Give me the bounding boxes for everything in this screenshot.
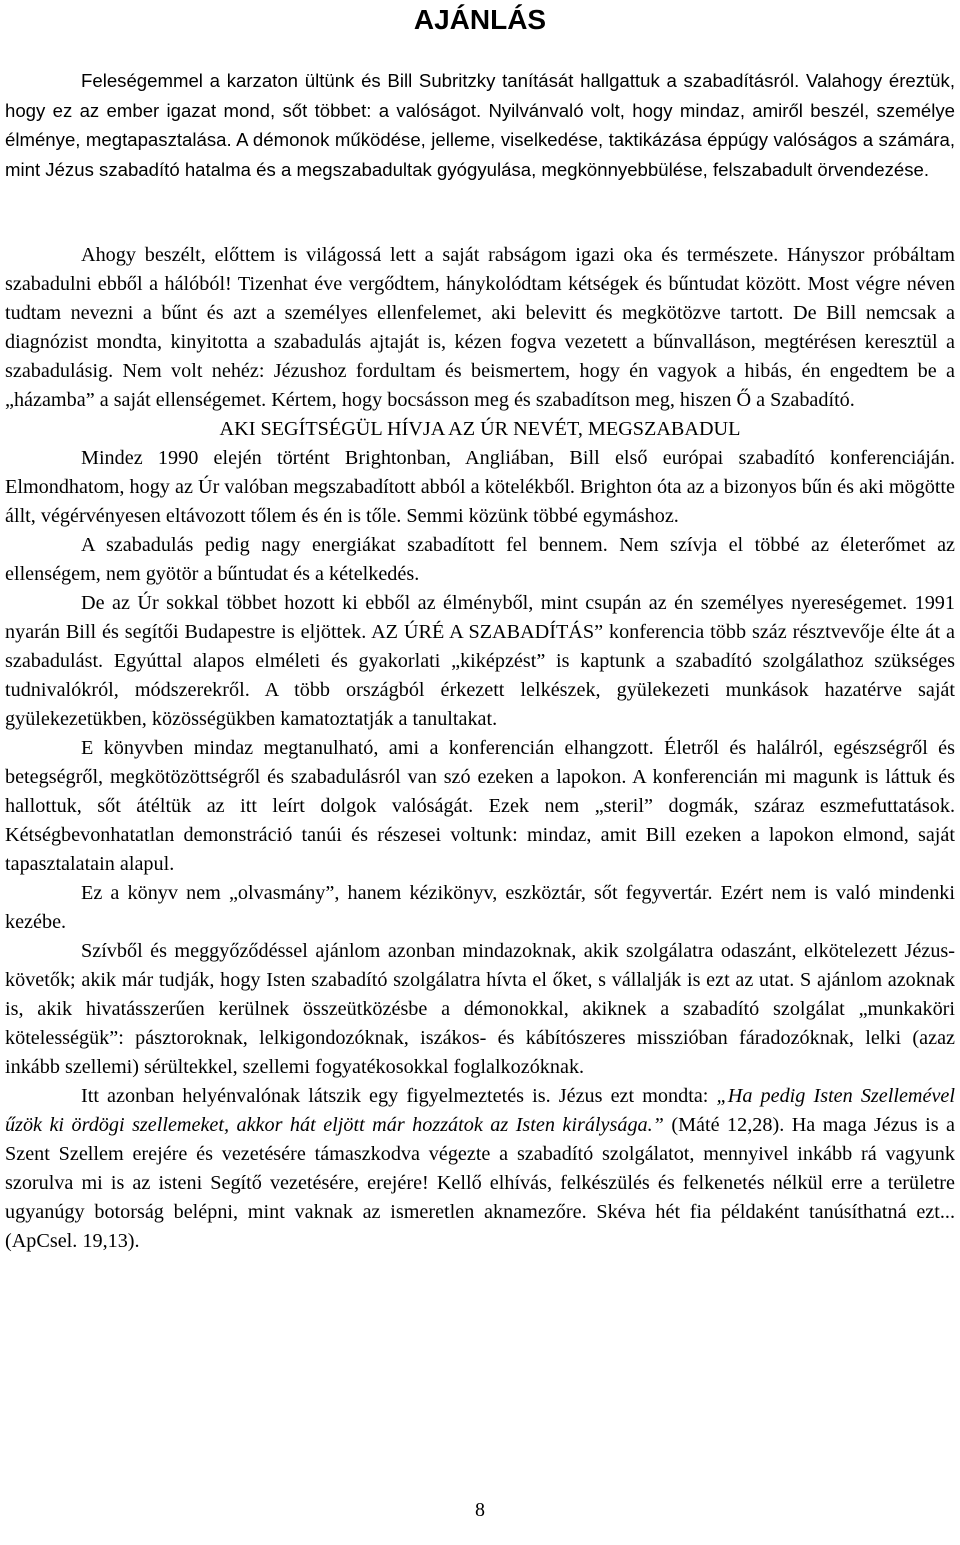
paragraph-4: De az Úr sokkal többet hozott ki ebből az élményből, mint csupán az én személyes nyereségemet. 1991 nyarán Bill és segítői Budapestre is eljöttek. AZ ÚRÉ A SZABADÍTÁS” konferencia több száz résztvevője élte át a szabadulást. Egyúttal alapos elméleti és gyakorlati „kiképzést” is kaptunk a szabadító szolgálathoz szükséges tudnivalókról, módszerekről. A több országból érkezett lelkészek, gyülekezeti munkások hazatérve saját gyülekezetükben, közösségükben kamatoztatják a tanultakat. bbox=[5, 592, 955, 730]
intro-paragraph: Feleségemmel a karzaton ültünk és Bill Subritzky tanítását hallgattuk a szabadításról. Valahogy éreztük, hogy ez az ember igazat mond, sőt többet: a valóságot. Nyilvánvaló volt, hogy mindaz, amiről beszél, személye élménye, megtapasztalása. A démonok működése, jelleme, viselkedése, taktikázása éppúgy valóságos a számára, mint Jézus szabadító hatalma és a megszabadultak gyógyulása, megkönnyebbülése, felszabadult örvendezése. bbox=[5, 70, 955, 180]
paragraph-3: A szabadulás pedig nagy energiákat szabadított fel bennem. Nem szívja el többé az életerőmet az ellenségem, nem gyötör a bűntudat és a kételkedés. bbox=[5, 534, 955, 585]
paragraph-2: Mindez 1990 elején történt Brightonban, Angliában, Bill első európai szabadító konferenciáján. Elmondhatom, hogy az Úr valóban megszabadított abból a kötelékből. Brighton óta az a bizonyos bűn és aki mögötte állt, végérvényesen eltávozott tőlem és én is tőle. Semmi közünk többé egymáshoz. bbox=[5, 447, 955, 527]
bible-quote: „Ha pedig Isten Szellemével űzök ki ördögi szellemeket, akkor hát eljött már hozzátok az Isten királysága.” bbox=[5, 1085, 955, 1136]
page-number: 8 bbox=[475, 1499, 485, 1521]
paragraph-5: E könyvben mindaz megtanulható, ami a konferencián elhangzott. Életről és halálról, egészségről és betegségről, megkötözöttségről és szabadulásról van szó ezeken a lapokon. A konferencián mi magunk is láttuk és hallottuk, sőt átéltük az itt leírt dolgok valóságát. Ezek nem „steril” dogmák, száraz eszmefuttatások. Kétségbevonhatatlan demonstráció tanúi és részesei voltunk: mindaz, amit Bill ezeken a lapokon elmond, saját tapasztalatain alapul. bbox=[5, 737, 955, 875]
paragraph-8 bbox=[5, 1082, 955, 1256]
paragraph-6: Ez a könyv nem „olvasmány”, hanem kézikönyv, eszköztár, sőt fegyvertár. Ezért nem is való mindenki kezébe. bbox=[5, 882, 955, 933]
section-heading: AKI SEGÍTSÉGÜL HÍVJA AZ ÚR NEVÉT, MEGSZABADUL bbox=[219, 418, 741, 440]
page-title: AJÁNLÁS bbox=[413, 4, 547, 35]
paragraph-1: Ahogy beszélt, előttem is világossá lett a saját rabságom igazi oka és természete. Hányszor próbáltam szabadulni ebből a hálóból! Tizenhat éve vergődtem, hánykolódtam kétségek és bűntudat között. Most végre néven tudtam nevezni a bűnt és azt a személyes ellenfelemet, aki belevitt és megkötözve tartott. De Bill nemcsak a diagnózist mondta, kinyitotta a szabadulás ajtaját is, kézen fogva vezetett a bűnvalláson, megtérésen keresztül a szabadulásig. Nem volt nehéz: Jézushoz fordultam és beismertem, hogy én vagyok a hibás, én engedtem be a „házamba” a saját ellenségemet. Kértem, hogy bocsásson meg és szabadítson meg, hiszen Ő a Szabadító. bbox=[5, 244, 955, 411]
intro-section bbox=[5, 66, 955, 184]
body-section bbox=[5, 241, 955, 1256]
paragraph-8-rest: (Máté 12,28). Ha maga Jézus is a Szent Szellem erejére és vezetésére támaszkodva végezte a szabadító szolgálatot, mennyivel inkább rá vagyunk szorulva mi is az isteni Segítő vezetésére, erejére! Kellő elhívás, felkészülés és felkenetés nélkül erre a területre ugyanúgy botorság belépni, mint vaknak az ismeretlen aknamezőre. Skéva hét fia példaként tanúsíthatná ezt... (ApCsel. 19,13). bbox=[5, 1114, 955, 1252]
paragraph-8-intro: Itt azonban helyénvalónak látszik egy figyelmeztetés is. Jézus ezt mondta: bbox=[81, 1085, 717, 1107]
paragraph-7: Szívből és meggyőződéssel ajánlom azonban mindazoknak, akik szolgálatra odaszánt, elkötelezett Jézus-követők; akik már tudják, hogy Isten szabadító szolgálatra hívta el őket, s vállalják is ezt az utat. S ajánlom azoknak is, akik hivatásszerűen kerülnek összeütközésbe a démonokkal, akiknek a szabadító szolgálat „munkaköri kötelességük”: pásztoroknak, lelkigondozóknak, iszákos- és kábítószeres misszióban fáradozóknak, lelki (azaz inkább szellemi) sérültekkel, szellemi fogyatékosokkal foglalkozóknak. bbox=[5, 940, 955, 1078]
